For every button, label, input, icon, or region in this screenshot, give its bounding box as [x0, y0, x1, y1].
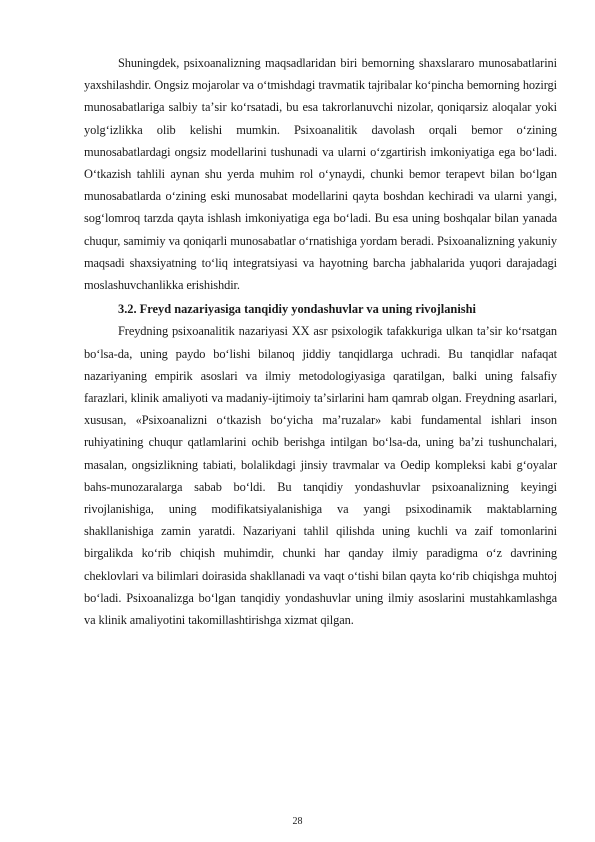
section-heading: 3.2. Freyd nazariyasiga tanqidiy yondashuvlar va uning rivojlanishi [118, 302, 476, 317]
document-page [84, 52, 557, 631]
paragraph-relationships: Shuningdek, psixoanalizning maqsadlaridan biri bemorning shaxslararo munosabatlarini yaxshilashdir. Ongsiz mojarolar va oʻtmishdagi travmatik tajribalar koʻpincha bemorning hozirgi munosabatlariga salbiy taʼsir koʻrsatadi, bu esa takrorlanuvchi nizolar, qoniqarsiz aloqalar yoki yolgʻizlikka olib kelishi mumkin. Psixoanalitik davolash orqali bemor oʻzining munosabatlardagi ongsiz modellarini tushunadi va ularni oʻzgartirish imkoniyatiga ega boʻladi. Oʻtkazish tahlili aynan shu yerda muhim rol oʻynaydi, chunki bemor terapevt bilan boʻlgan munosabatlarda oʻzining eski munosabat modellarini qayta boshdan kechiradi va ularni yangi, sogʻlomroq tarzda qayta ishlash imkoniyatiga ega boʻladi. Bu esa uning boshqalar bilan yanada chuqur, samimiy va qoniqarli munosabatlar oʻrnatishiga yordam beradi. Psixoanalizning yakuniy maqsadi shaxsiyatning toʻliq integratsiyasi va hayotning barcha jabhalarida yuqori darajadagi moslashuvchanlikka erishishdir. [84, 56, 557, 293]
page-number: 28 [292, 816, 303, 827]
paragraph-critique: Freydning psixoanalitik nazariyasi XX asr psixologik tafakkuriga ulkan taʼsir koʻrsatgan boʻlsa-da, uning paydo boʻlishi bilanoq jiddiy tanqidlarga uchradi. Bu tanqidlar nafaqat nazariyaning empirik asoslari va ilmiy metodologiyasiga qaratilgan, balki uning falsafiy farazlari, klinik amaliyoti va madaniy-ijtimoiy taʼsirlarini ham qamrab olgan. Freydning asarlari, xususan, «Psixoanalizni oʻtkazish boʻyicha maʼruzalar» kabi fundamental ishlari inson ruhiyatining chuqur qatlamlarini ochib berishga intilgan boʻlsa-da, uning baʼzi tushunchalari, masalan, ongsizlikning tabiati, bolalikdagi jinsiy travmalar va Oedip kompleksi kabi gʻoyalar bahs-munozaralarga sabab boʻldi. Bu tanqidiy yondashuvlar psixoanalizning keyingi rivojlanishiga, uning modifikatsiyalanishiga va yangi psixodinamik maktablarning shakllanishiga zamin yaratdi. Nazariyani tahlil qilishda uning kuchli va zaif tomonlarini birgalikda koʻrib chiqish muhimdir, chunki har qanday ilmiy paradigma oʻz davrining cheklovlari va bilimlari doirasida shakllanadi va vaqt oʻtishi bilan qayta koʻrib chiqishga muhtoj boʻladi. Psixoanalizga boʻlgan tanqidiy yondashuvlar uning ilmiy asoslarini mustahkamlashga va klinik amaliyotini takomillashtirishga xizmat qilgan. [84, 324, 557, 628]
